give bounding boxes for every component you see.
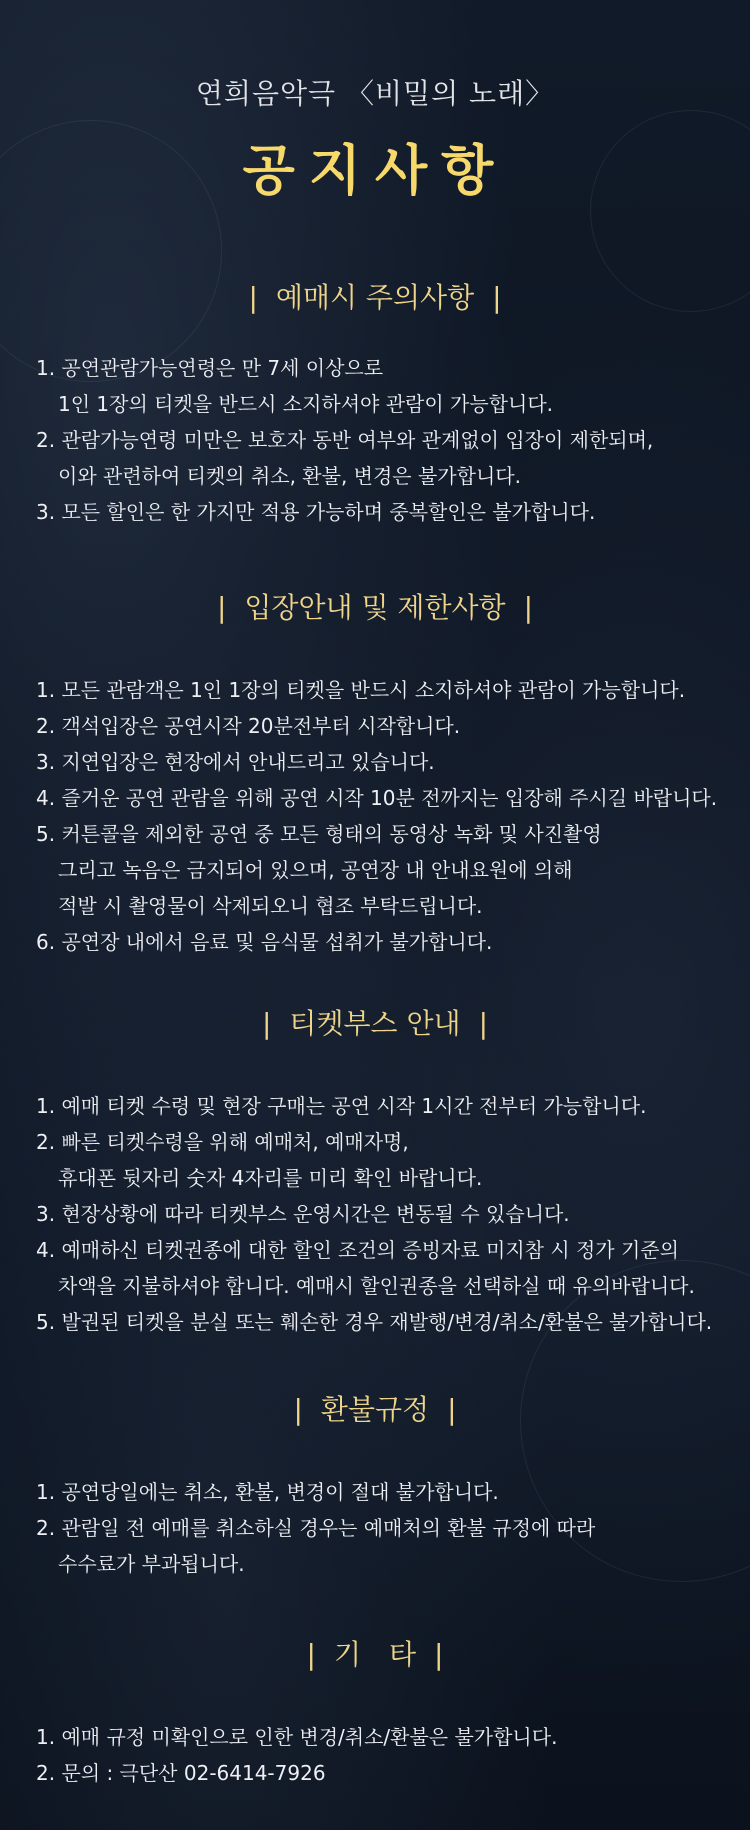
- section-ticket-booth: [0, 1004, 750, 1334]
- item-number: 1.: [36, 356, 56, 380]
- notice-line: [36, 924, 750, 960]
- item-text: 예매 티켓 수령 및 현장 구매는 공연 시작 1시간 전부터 가능합니다.: [61, 1094, 647, 1118]
- notice-line-continued: [36, 1160, 750, 1196]
- item-text: 문의 : 극단산 02-6414-7926: [61, 1761, 326, 1785]
- section-entry-restrictions: [0, 588, 750, 954]
- item-text: 관람일 전 예매를 취소하실 경우는 예매처의 환불 규정에 따라: [61, 1516, 596, 1540]
- notice-line: [36, 1124, 750, 1160]
- item-number: 4.: [36, 786, 56, 810]
- notice-line-continued: [36, 386, 750, 422]
- item-text: 예매 규정 미확인으로 인한 변경/취소/환불은 불가합니다.: [61, 1725, 558, 1749]
- item-text: 현장상황에 따라 티켓부스 운영시간은 변동될 수 있습니다.: [61, 1202, 570, 1226]
- item-number: 4.: [36, 1238, 56, 1262]
- section-title-text: 기 타: [333, 1638, 417, 1671]
- notice-item: [36, 1474, 750, 1510]
- notice-item: [36, 1304, 750, 1340]
- notice-item: [36, 1755, 750, 1791]
- item-text: 1인 1장의 티켓을 반드시 소지하셔야 관람이 가능합니다.: [58, 392, 553, 416]
- notice-item: [36, 1719, 750, 1755]
- item-text: 그리고 녹음은 금지되어 있으며, 공연장 내 안내요원에 의해: [58, 858, 573, 882]
- notice-line: [36, 744, 750, 780]
- notice-line: [36, 1755, 750, 1791]
- item-text: 휴대폰 뒷자리 숫자 4자리를 미리 확인 바랍니다.: [58, 1166, 483, 1190]
- section-title: [0, 278, 750, 318]
- item-number: 1.: [36, 1725, 56, 1749]
- notice-item: [36, 1232, 750, 1304]
- item-number: 5.: [36, 822, 56, 846]
- notice-item: [36, 816, 750, 924]
- notice-item: [36, 1196, 750, 1232]
- section-title: [0, 588, 750, 628]
- item-number: 2.: [36, 428, 56, 452]
- notice-item: [36, 494, 750, 530]
- notice-item: [36, 1510, 750, 1582]
- notice-line: [36, 1474, 750, 1510]
- show-subtitle: 연희음악극 〈비밀의 노래〉: [195, 77, 555, 110]
- item-text: 적발 시 촬영물이 삭제되오니 협조 부탁드립니다.: [58, 894, 483, 918]
- notice-line: [36, 1196, 750, 1232]
- divider-bar: |: [261, 1007, 272, 1040]
- divider-bar: |: [523, 591, 534, 624]
- item-text: 모든 관람객은 1인 1장의 티켓을 반드시 소지하셔야 관람이 가능합니다.: [61, 678, 686, 702]
- divider-bar: |: [306, 1638, 316, 1671]
- notice-line: [36, 1232, 750, 1268]
- notice-item: [36, 1088, 750, 1124]
- item-text: 공연당일에는 취소, 환불, 변경이 절대 불가합니다.: [61, 1480, 499, 1504]
- notice-item: [36, 744, 750, 780]
- item-number: 3.: [36, 500, 56, 524]
- notice-item: [36, 780, 750, 816]
- notice-item: [36, 672, 750, 708]
- notice-line: [36, 1088, 750, 1124]
- item-text: 지연입장은 현장에서 안내드리고 있습니다.: [61, 750, 435, 774]
- divider-bar: |: [447, 1393, 457, 1426]
- notice-line: [36, 1304, 750, 1340]
- notice-line-continued: [36, 1268, 750, 1304]
- section-title: [0, 1390, 750, 1430]
- notice-line: [36, 350, 750, 386]
- item-text: 예매하신 티켓권종에 대한 할인 조건의 증빙자료 미지참 시 정가 기준의: [61, 1238, 679, 1262]
- item-number: 1.: [36, 678, 56, 702]
- item-number: 2.: [36, 1130, 56, 1154]
- item-text: 차액을 지불하셔야 합니다. 예매시 할인권종을 선택하실 때 유의바랍니다.: [58, 1274, 695, 1298]
- divider-bar: |: [248, 281, 258, 314]
- item-number: 3.: [36, 1202, 56, 1226]
- item-text: 수수료가 부과됩니다.: [58, 1552, 245, 1576]
- notice-line: [36, 494, 750, 530]
- page-title: 공지사항: [242, 139, 508, 202]
- section-title-text: 입장안내 및 제한사항: [244, 591, 506, 624]
- section-booking-notice: [0, 278, 750, 524]
- item-text: 발권된 티켓을 분실 또는 훼손한 경우 재발행/변경/취소/환불은 불가합니다.: [61, 1310, 713, 1334]
- notice-line: [36, 816, 750, 852]
- section-title: [0, 1004, 750, 1044]
- notice-item: [36, 1124, 750, 1196]
- notice-item: [36, 924, 750, 960]
- item-text: 객석입장은 공연시작 20분전부터 시작합니다.: [61, 714, 461, 738]
- notice-line-continued: [36, 852, 750, 888]
- notice-line: [36, 780, 750, 816]
- divider-bar: |: [216, 591, 227, 624]
- item-text: 공연관람가능연령은 만 7세 이상으로: [61, 356, 384, 380]
- section-etc: [0, 1635, 750, 1785]
- notice-list: [36, 350, 750, 530]
- item-number: 1.: [36, 1094, 56, 1118]
- item-number: 6.: [36, 930, 56, 954]
- item-number: 2.: [36, 1516, 56, 1540]
- item-number: 3.: [36, 750, 56, 774]
- divider-bar: |: [492, 281, 502, 314]
- section-title: [0, 1635, 750, 1675]
- section-title-text: 티켓부스 안내: [289, 1007, 461, 1040]
- notice-list: [36, 1474, 750, 1582]
- section-title-text: 환불규정: [320, 1393, 430, 1426]
- notice-line: [36, 1719, 750, 1755]
- item-number: 1.: [36, 1480, 56, 1504]
- notice-item: [36, 350, 750, 422]
- notice-item: [36, 708, 750, 744]
- divider-bar: |: [434, 1638, 444, 1671]
- notice-list: [36, 672, 750, 960]
- item-text: 모든 할인은 한 가지만 적용 가능하며 중복할인은 불가합니다.: [61, 500, 596, 524]
- item-number: 2.: [36, 1761, 56, 1785]
- item-text: 관람가능연령 미만은 보호자 동반 여부와 관계없이 입장이 제한되며,: [61, 428, 654, 452]
- notice-list: [36, 1088, 750, 1340]
- notice-line-continued: [36, 1546, 750, 1582]
- item-text: 빠른 티켓수령을 위해 예매처, 예매자명,: [61, 1130, 409, 1154]
- notice-line-continued: [36, 458, 750, 494]
- item-text: 즐거운 공연 관람을 위해 공연 시작 10분 전까지는 입장해 주시길 바랍니다.: [61, 786, 718, 810]
- item-text: 커튼콜을 제외한 공연 중 모든 형태의 동영상 녹화 및 사진촬영: [61, 822, 602, 846]
- notice-line: [36, 422, 750, 458]
- section-title-text: 예매시 주의사항: [275, 281, 475, 314]
- section-refund-policy: [0, 1390, 750, 1576]
- divider-bar: |: [478, 1007, 489, 1040]
- notice-item: [36, 422, 750, 494]
- notice-line: [36, 672, 750, 708]
- item-number: 2.: [36, 714, 56, 738]
- item-text: 이와 관련하여 티켓의 취소, 환불, 변경은 불가합니다.: [58, 464, 521, 488]
- divider-bar: |: [293, 1393, 303, 1426]
- notice-line: [36, 1510, 750, 1546]
- item-number: 5.: [36, 1310, 56, 1334]
- notice-line: [36, 708, 750, 744]
- notice-list: [36, 1719, 750, 1791]
- item-text: 공연장 내에서 음료 및 음식물 섭취가 불가합니다.: [61, 930, 493, 954]
- notice-line-continued: [36, 888, 750, 924]
